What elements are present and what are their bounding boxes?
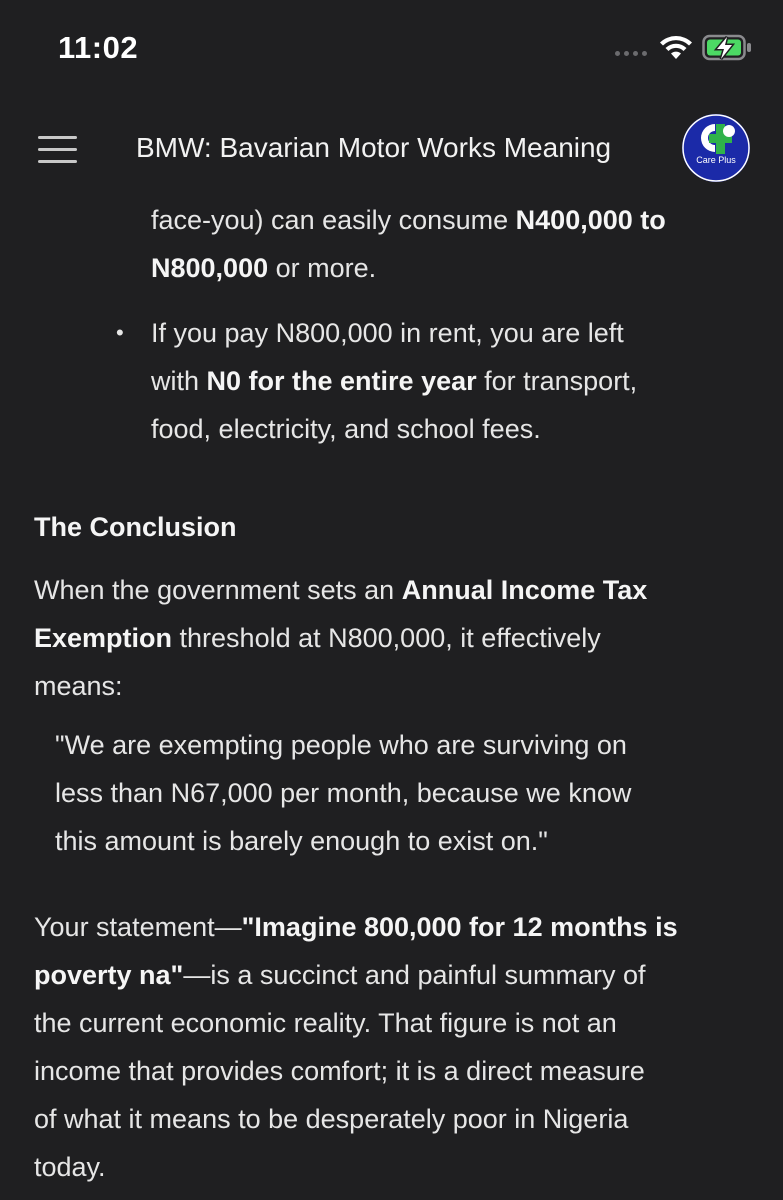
avatar[interactable]	[682, 114, 750, 182]
care-plus-logo-icon	[682, 114, 750, 182]
bullet-dot: •	[116, 320, 124, 345]
conclusion-paragraph: When the government sets an Annual Income Tax Exemption threshold at N800,000, it effectively means:	[34, 575, 648, 701]
blockquote: "We are exempting people who are surviving on less than N67,000 per month, because we know this amount is barely enough to exist on."	[55, 730, 632, 856]
statement-paragraph: Your statement—"Imagine 800,000 for 12 months is poverty na"—is a succinct and painful summary of the current economic reality. That figure is not an income that provides comfort; it is a direct measure of what it means to be desperately poor in Nigeria today.	[34, 912, 678, 1182]
page-title: BMW: Bavarian Motor Works Meaning	[136, 132, 612, 163]
list-item: If you pay N800,000 in rent, you are left with N0 for the entire year for transport, food, electricity, and school fees.	[151, 318, 638, 444]
hamburger-menu-icon[interactable]	[38, 136, 78, 164]
fragment-paragraph: face-you) can easily consume N400,000 to N800,000 or more.	[151, 205, 666, 283]
cellular-signal-icon	[615, 51, 647, 56]
battery-charging-icon	[702, 34, 754, 62]
status-time: 11:02	[58, 30, 139, 65]
section-heading: The Conclusion	[34, 512, 237, 542]
avatar-text: Care Plus	[696, 155, 736, 165]
wifi-icon	[659, 34, 693, 60]
status-bar	[0, 0, 783, 96]
app-header	[0, 96, 783, 196]
